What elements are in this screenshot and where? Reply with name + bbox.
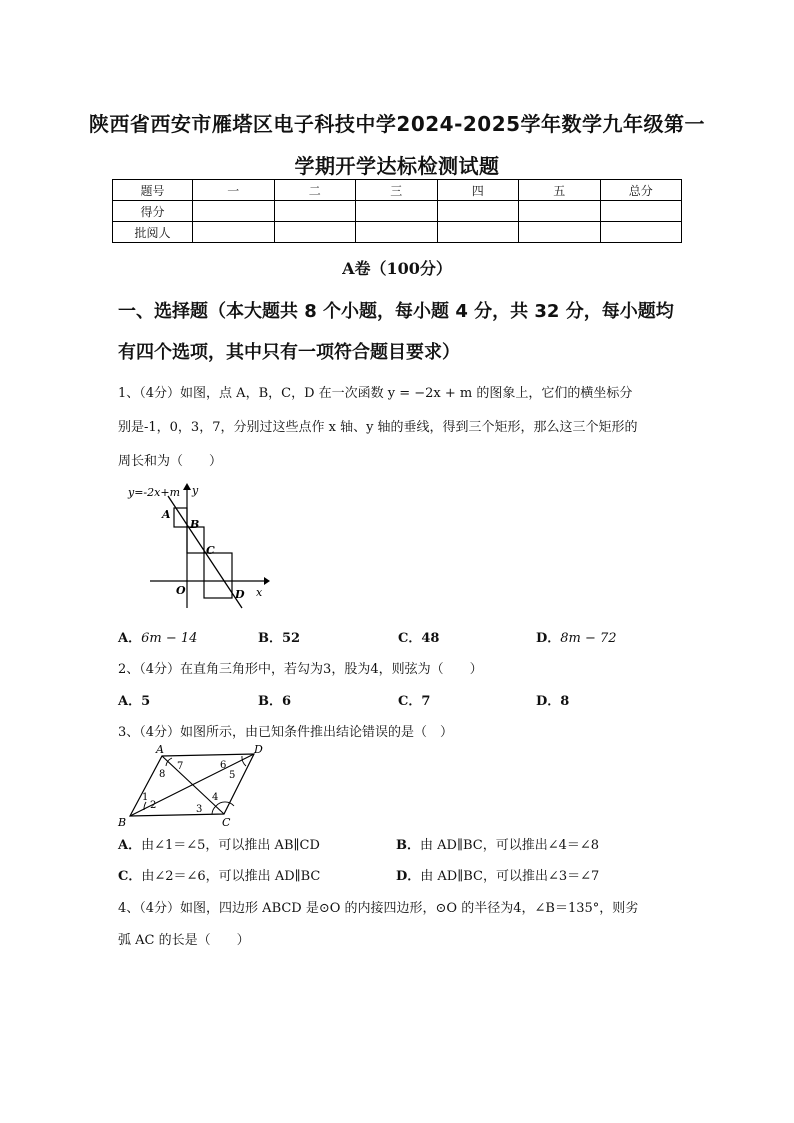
q3-option-b[interactable]	[396, 834, 599, 853]
diagonal-bd	[130, 754, 254, 816]
option-key: D．	[536, 694, 561, 709]
q3-figure	[116, 744, 276, 828]
q2-option-d[interactable]	[536, 690, 569, 709]
q1-text-line2: 别是-1，0，3，7，分别过这些点作 x 轴、y 轴的垂线，得到三个矩形，那么这三个矩形的	[118, 420, 638, 435]
function-label: y=-2x+m	[128, 486, 180, 499]
option-key: B．	[258, 631, 282, 646]
option-text: 由 AD∥BC，可以推出∠3＝∠7	[420, 869, 600, 884]
q3-option-d[interactable]	[396, 865, 599, 884]
score-table-header-row	[113, 180, 682, 201]
origin-label: O	[176, 584, 186, 597]
option-key: D．	[536, 631, 561, 646]
q1-figure	[118, 478, 278, 618]
option-text: 5	[141, 694, 151, 709]
q1-option-b[interactable]	[258, 627, 300, 646]
option-key: C．	[398, 694, 422, 709]
point-b-label: B	[190, 518, 200, 531]
option-key: A．	[118, 631, 142, 646]
table-cell	[519, 201, 601, 222]
exam-title-line1: 陕西省西安市雁塔区电子科技中学2024-2025学年数学九年级第一	[88, 112, 706, 136]
angle-6-label: 6	[220, 760, 227, 771]
vertex-d-label: D	[254, 744, 263, 756]
angle-1-label: 1	[142, 792, 149, 803]
option-text: 7	[421, 694, 431, 709]
option-key: A．	[118, 694, 142, 709]
table-cell	[193, 222, 275, 243]
q2-option-b[interactable]	[258, 690, 291, 709]
table-cell	[600, 201, 682, 222]
table-cell: 五	[519, 180, 601, 201]
volume-title: A卷（100分）	[342, 259, 452, 278]
point-c-label: C	[206, 544, 215, 557]
option-text: 由∠2＝∠6，可以推出 AD∥BC	[141, 869, 321, 884]
q1-option-a[interactable]	[118, 627, 197, 646]
table-cell	[437, 201, 519, 222]
y-axis-label: y	[192, 484, 199, 497]
vertex-c-label: C	[222, 816, 231, 828]
angle-8-label: 8	[159, 769, 166, 780]
angle-arc	[212, 806, 216, 814]
q3-option-c[interactable]	[118, 865, 320, 884]
angle-2-label: 2	[150, 800, 157, 811]
table-cell	[274, 222, 356, 243]
option-text: 48	[421, 631, 440, 646]
table-cell	[519, 222, 601, 243]
table-cell: 二	[274, 180, 356, 201]
angle-5-label: 5	[229, 770, 236, 781]
option-text: 由 AD∥BC，可以推出∠4＝∠8	[420, 838, 600, 853]
table-cell	[274, 201, 356, 222]
option-key: C．	[398, 631, 422, 646]
q1-option-c[interactable]	[398, 627, 439, 646]
point-d-label: D	[235, 588, 245, 601]
option-key: B．	[396, 838, 420, 853]
angle-3-label: 3	[196, 804, 203, 815]
q4-text-line2: 弧 AC 的长是（ ）	[118, 933, 250, 948]
q2-option-c[interactable]	[398, 690, 430, 709]
option-key: C．	[118, 869, 142, 884]
q4-text-line1: 4、（4分）如图，四边形 ABCD 是⊙O 的内接四边形，⊙O 的半径为4，∠B＝135°，则劣	[118, 901, 639, 916]
option-key: B．	[258, 694, 282, 709]
option-text: 8	[560, 694, 570, 709]
reviewer-row	[113, 222, 682, 243]
section-heading-line2: 有四个选项，其中只有一项符合题目要求）	[118, 342, 460, 363]
q2-option-a[interactable]	[118, 690, 150, 709]
angle-arc	[242, 756, 246, 766]
vertex-b-label: B	[118, 816, 127, 828]
score-row	[113, 201, 682, 222]
table-cell: 四	[437, 180, 519, 201]
option-text: 8m − 72	[560, 631, 617, 646]
option-key: A．	[118, 838, 142, 853]
rectangle-cd	[204, 553, 232, 598]
table-cell	[356, 222, 438, 243]
option-text: 由∠1＝∠5，可以推出 AB∥CD	[141, 838, 320, 853]
rectangle-ab	[174, 508, 187, 527]
q1-text-line3: 周长和为（ ）	[118, 454, 223, 469]
table-cell: 三	[356, 180, 438, 201]
exam-title-line2: 学期开学达标检测试题	[294, 154, 500, 178]
table-cell: 题号	[113, 180, 193, 201]
x-axis-arrow-icon	[264, 577, 270, 585]
angle-7-label: 7	[177, 761, 184, 772]
option-key: D．	[396, 869, 421, 884]
angle-4-label: 4	[212, 792, 219, 803]
point-a-label: A	[162, 508, 171, 521]
table-cell: 一	[193, 180, 275, 201]
section-heading-line1: 一、选择题（本大题共 8 个小题，每小题 4 分，共 32 分，每小题均	[118, 301, 674, 322]
table-cell	[356, 201, 438, 222]
x-axis-label: x	[256, 586, 263, 599]
option-text: 6m − 14	[141, 631, 198, 646]
table-cell: 得分	[113, 201, 193, 222]
option-text: 52	[282, 631, 301, 646]
table-cell	[600, 222, 682, 243]
q3-text-line1: 3、（4分）如图所示，由已知条件推出结论错误的是（ ）	[118, 725, 454, 740]
q3-option-a[interactable]	[118, 834, 320, 853]
vertex-a-label: A	[156, 744, 164, 756]
table-cell: 总分	[600, 180, 682, 201]
q1-option-d[interactable]	[536, 627, 617, 646]
table-cell: 批阅人	[113, 222, 193, 243]
option-text: 6	[282, 694, 292, 709]
q1-text-line1: 1、（4分）如图，点 A，B，C，D 在一次函数 y = −2x + m 的图象上，它们的横坐标分	[118, 386, 633, 401]
q2-text-line1: 2、（4分）在直角三角形中，若勾为3，股为4，则弦为（ ）	[118, 662, 483, 677]
angle-arc	[216, 802, 234, 806]
score-table	[112, 179, 682, 243]
y-axis-arrow-icon	[183, 483, 191, 490]
table-cell	[437, 222, 519, 243]
table-cell	[193, 201, 275, 222]
